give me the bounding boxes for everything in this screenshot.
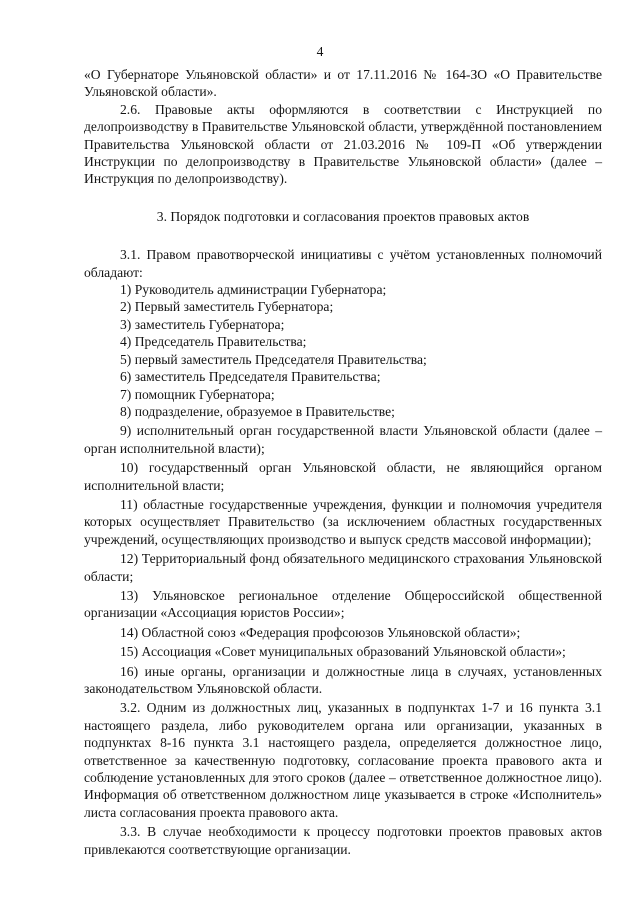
list-item: 2) Первый заместитель Губернатора; (120, 299, 334, 315)
list-item: 6) заместитель Председателя Правительства; (120, 369, 381, 385)
list-item: 16) иные органы, организации и должностные лица в случаях, установленных законодательством Ульяновской области. (84, 663, 602, 696)
list-item: 12) Территориальный фонд обязательного медицинского страхования Ульяновской области; (84, 551, 602, 584)
paragraph-3-3: 3.3. В случае необходимости к процессу подготовки проектов правовых актов привлекаются соответствующие организации. (84, 824, 602, 857)
list-item: 4) Председатель Правительства; (120, 334, 307, 350)
paragraph-3-2: 3.2. Одним из должностных лиц, указанных в подпунктах 1-7 и 16 пункта 3.1 настоящего раздела, либо руководителем органа или организации, указанных в подпунктах 8-16 пункта 3.1 настоящего раздела, определяется должностное лицо, ответственное за качественную подготовку, согласование проекта правового акта и соблюдение установленных для этого сроков (далее – ответственное должностное лицо). Информация об ответственном должностном лице указывается в строке «Исполнитель» листа согласования проекта правового акта. (84, 700, 602, 820)
document-body (84, 66, 602, 858)
list-item: 15) Ассоциация «Совет муниципальных образований Ульяновской области»; (120, 644, 566, 660)
paragraph-law-reference: «О Губернаторе Ульяновской области» и от 17.11.2016 № 164-ЗО «О Правительстве Ульяновской области». (84, 67, 602, 100)
page-number: 4 (316, 44, 324, 59)
list-item: 9) исполнительный орган государственной власти Ульяновской области (далее – орган исполнительной власти); (84, 423, 602, 456)
list-item: 13) Ульяновское региональное отделение Общероссийской общественной организации «Ассоциация юристов России»; (84, 587, 602, 621)
initiative-list (84, 281, 602, 697)
list-item: 7) помощник Губернатора; (120, 386, 275, 402)
paragraph-2-6: 2.6. Правовые акты оформляются в соответствии с Инструкцией по делопроизводству в Правительстве Ульяновской области, утверждённой постановлением Правительства Ульяновской области от 21.03.2016 № 109-П «Об утверждении Инструкции по делопроизводству в Правительстве Ульяновской области» (далее – Инструкция по делопроизводству). (84, 101, 602, 187)
list-item: 10) государственный орган Ульяновской области, не являющийся органом исполнительной власти; (84, 460, 602, 493)
list-item: 3) заместитель Губернатора; (120, 316, 285, 332)
paragraph-3-1-intro: 3.1. Правом правотворческой инициативы с учётом установленных полномочий обладают: (84, 247, 602, 280)
list-item: 1) Руководитель администрации Губернатора; (120, 282, 387, 298)
list-item: 11) областные государственные учреждения, функции и полномочия учредителя которых осуществляет Правительство (за исключением областных государственных учреждений, осуществляющих производство и выпуск средств массовой информации); (84, 496, 602, 547)
list-item: 14) Областной союз «Федерация профсоюзов Ульяновской области»; (120, 624, 521, 640)
list-item: 5) первый заместитель Председателя Правительства; (120, 351, 427, 367)
list-item: 8) подразделение, образуемое в Правительстве; (120, 403, 395, 419)
section-heading: 3. Порядок подготовки и согласования проектов правовых актов (156, 208, 530, 224)
